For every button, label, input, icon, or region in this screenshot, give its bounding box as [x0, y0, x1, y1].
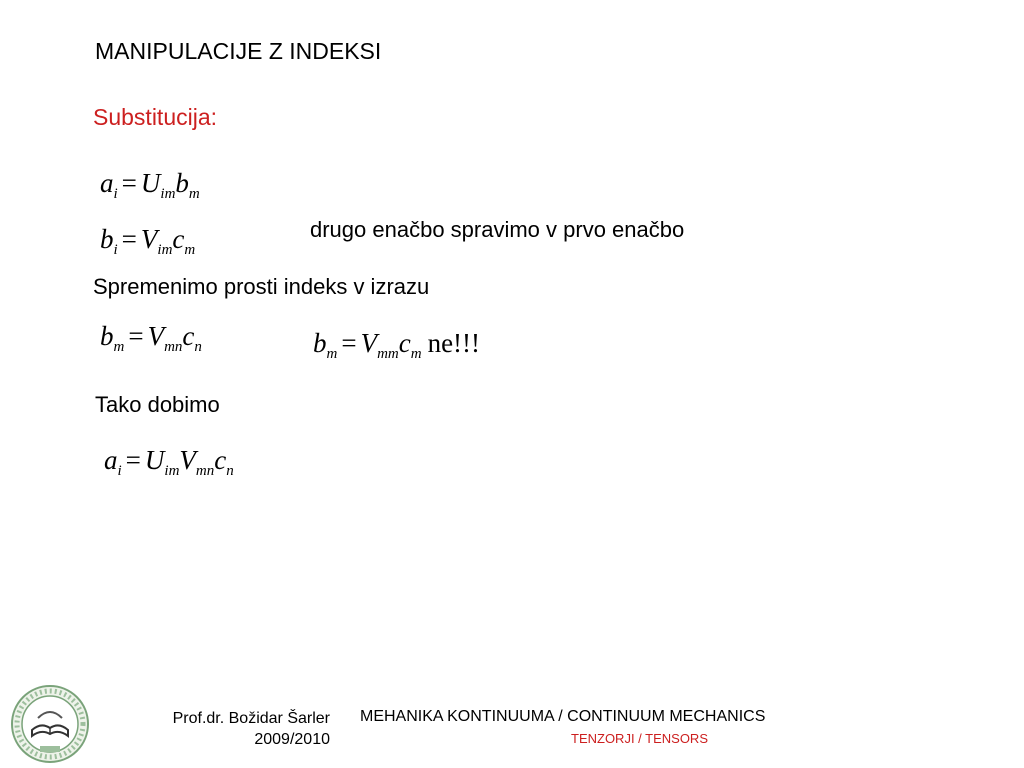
- equation-2: $b_i = V_{im}c_m$: [100, 224, 196, 258]
- equation-4-wrong: $b_m = V_{mm}c_m$ ne!!!: [313, 328, 481, 362]
- equation-3: $b_m = V_{mn}c_n$: [100, 321, 202, 355]
- slide-title: MANIPULACIJE Z INDEKSI: [95, 38, 382, 64]
- footer-author: Prof.dr. Božidar Šarler: [172, 710, 330, 727]
- footer-year: 2009/2010: [254, 731, 330, 748]
- note-substitute: drugo enačbo spravimo v prvo enačbo: [310, 217, 685, 242]
- footer-author-block: [173, 708, 330, 750]
- university-seal-icon: [10, 684, 90, 764]
- footer-course-sub: TENZORJI / TENSORS: [571, 731, 708, 746]
- note-change-index: Spremenimo prosti indeks v izrazu: [93, 274, 430, 299]
- section-heading: Substitucija:: [93, 104, 218, 130]
- note-result: Tako dobimo: [95, 392, 220, 417]
- footer-course: MEHANIKA KONTINUUMA / CONTINUUM MECHANICS: [360, 708, 766, 725]
- equation-1: $a_i = U_{im}b_m$: [100, 168, 200, 202]
- equation-5-result: $a_i = U_{im}V_{mn}c_n$: [104, 445, 234, 479]
- remark-ne: ne!!!: [427, 328, 481, 358]
